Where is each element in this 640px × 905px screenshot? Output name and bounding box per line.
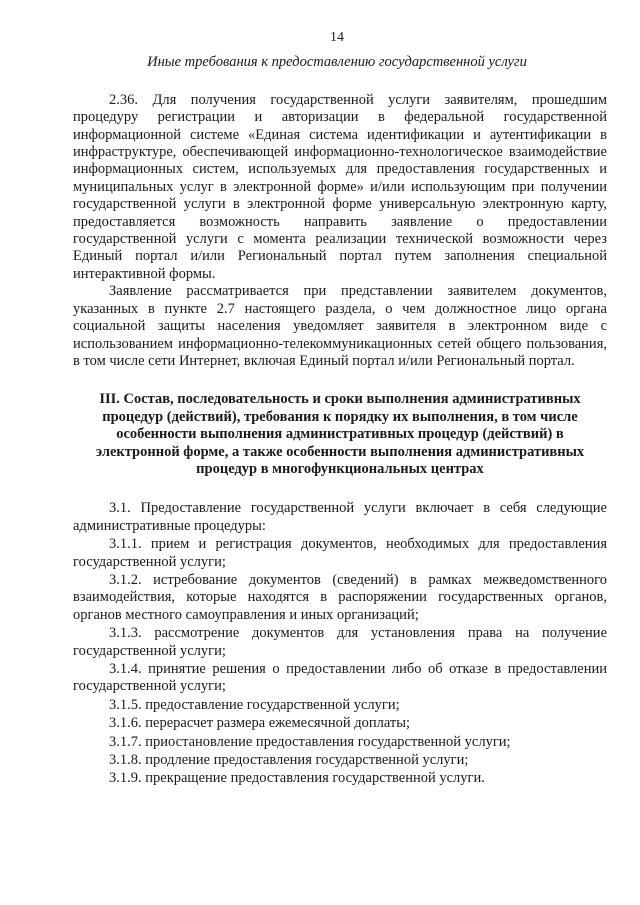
paragraph-application-review: Заявление рассматривается при представлении заявителем документов, указанных в пункте 2.7 настоящего раздела, о чем должностное лицо органа социальной защиты населения уведомляет заявителя в электронном виде с использованием информационно-телекоммуникационных сетей общего пользования, в том числе сети Интернет, включая Единый портал и/или Региональный портал. xyxy=(73,283,607,369)
list-item: 3.1.2. истребование документов (сведений) в рамках межведомственного взаимодействия, которые находятся в распоряжении государственных органов, органов местного самоуправления и иных организаций; xyxy=(73,571,607,623)
procedures-list xyxy=(73,500,607,788)
list-item: 3.1.4. принятие решения о предоставлении либо об отказе в предоставлении государственной услуги; xyxy=(73,661,607,695)
list-item: 3.1.8. продление предоставления государственной услуги; xyxy=(109,752,469,769)
list-item: 3.1.7. приостановление предоставления государственной услуги; xyxy=(109,733,511,750)
paragraph-2-36: 2.36. Для получения государственной услуги заявителям, прошедшим процедуру регистрации и авторизации в федеральной государственной информационной системе «Единая система идентификации и аутентификации в инфраструктуре, обеспечивающей информационно-технологическое взаимодействие информационных систем, используемых для предоставления государственных и муниципальных услуг в электронной форме» и/или использующим при получении государственной услуги в электронной форме универсальную электронную карту, предоставляется возможность направить заявление о предоставлении государственной услуги с момента реализации технической возможности через Единый портал и/или Региональный портал путем заполнения специальной интерактивной формы. xyxy=(73,91,607,282)
list-item: 3.1.9. прекращение предоставления государственной услуги. xyxy=(109,770,485,787)
list-item: 3.1.6. перерасчет размера ежемесячной доплаты; xyxy=(109,715,411,732)
list-item: 3.1.3. рассмотрение документов для установления права на получение государственной услуги; xyxy=(73,625,607,659)
list-item: 3.1.1. прием и регистрация документов, необходимых для предоставления государственной услуги; xyxy=(73,536,607,570)
list-item: 3.1.5. предоставление государственной услуги; xyxy=(109,696,400,713)
page-number: 14 xyxy=(330,30,344,45)
list-item: 3.1. Предоставление государственной услуги включает в себя следующие административные процедуры: xyxy=(73,500,607,534)
section-subtitle: Иные требования к предоставлению государственной услуги xyxy=(147,54,527,71)
requirements-block xyxy=(73,92,607,371)
section-heading: III. Состав, последовательность и сроки выполнения административных процедур (действий), требования к порядку их выполнения, в том числе особенности выполнения административных процедур (действий) в электронной форме, а также особенности выполнения административных процедур в многофункциональных центрах xyxy=(95,391,585,477)
